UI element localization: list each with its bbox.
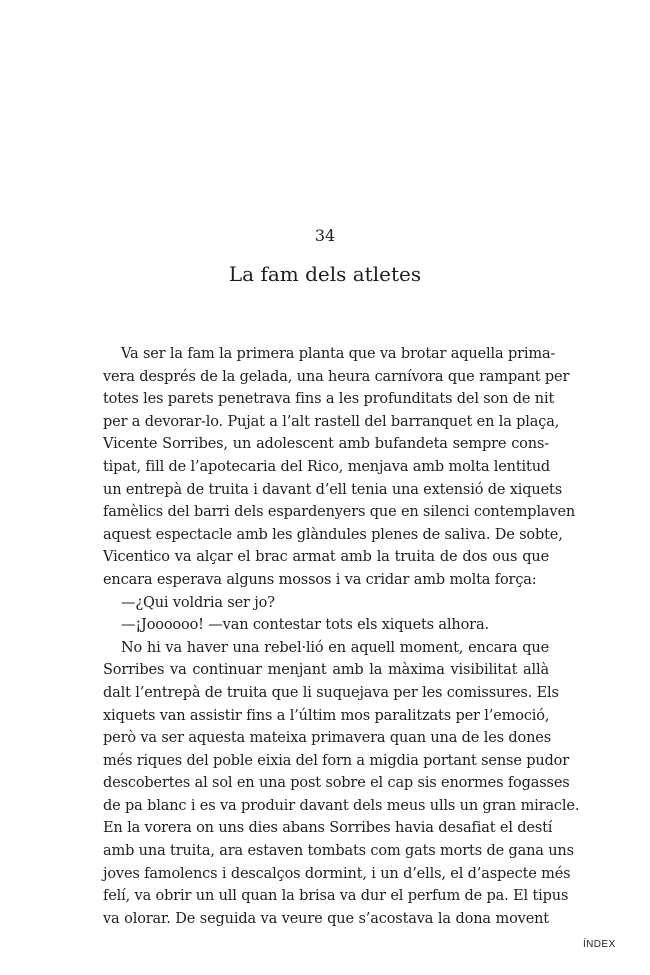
text-line: vera després de la gelada, una heura carnívora que rampant per	[103, 368, 570, 385]
text-line: per a devorar-lo. Pujat a l’alt rastell del barranquet en la plaça,	[103, 413, 560, 430]
text-line: En la vorera on uns dies abans Sorribes havia desafiat el destí	[103, 820, 553, 837]
text-line: més riques del poble eixia del forn a migdia portant sense pudor	[103, 752, 570, 769]
text-line: —¿Qui voldria ser jo?	[121, 594, 275, 611]
text-line: Sorribes va continuar menjant amb la màxima visibilitat allà	[103, 662, 549, 679]
text-line: de pa blanc i es va produir davant dels meus ulls un gran miracle.	[103, 797, 580, 814]
text-line: felí, va obrir un ull quan la brisa va dur el perfum de pa. El tipus	[103, 888, 569, 905]
chapter-title: La fam dels atletes	[228, 262, 422, 286]
chapter-number: 34	[314, 226, 336, 245]
text-line: —¡Joooooo! —van contestar tots els xiquets alhora.	[121, 617, 489, 634]
text-line: va olorar. De seguida va veure que s’acostava la dona movent	[103, 910, 549, 927]
text-line: però va ser aquesta mateixa primavera quan una de les dones	[103, 730, 551, 747]
text-line: famèlics del barri dels espardenyers que en silenci contemplaven	[103, 504, 576, 521]
text-line: aquest espectacle amb les glàndules plenes de saliva. De sobte,	[103, 526, 563, 543]
text-line: joves famolencs i descalços dormint, i un d’ells, el d’aspecte més	[103, 865, 571, 882]
text-line: dalt l’entrepà de truita que li suquejava per les comissures. Els	[103, 684, 559, 701]
text-line: Va ser la fam la primera planta que va brotar aquella prima-	[121, 346, 556, 362]
text-line: No hi va haver una rebel·lió en aquell moment, encara que	[121, 639, 549, 656]
text-line: encara esperava alguns mossos i va cridar amb molta força:	[103, 571, 537, 588]
text-line: xiquets van assistir fins a l’últim mos paralitzats per l’emoció,	[103, 707, 550, 724]
index-link[interactable]: ÍNDEX	[583, 939, 616, 950]
text-line: Vicente Sorribes, un adolescent amb bufandeta sempre cons-	[103, 436, 549, 453]
text-line: totes les parets penetrava fins a les profunditats del son de nit	[103, 391, 555, 408]
text-line: tipat, fill de l’apotecaria del Rico, menjava amb molta lentitud	[103, 458, 551, 475]
text-line: un entrepà de truita i davant d’ell tenia una extensió de xiquets	[103, 481, 563, 498]
body-text	[103, 343, 580, 930]
text-line: Vicentico va alçar el brac armat amb la truita de dos ous que	[103, 549, 549, 566]
text-line: descobertes al sol en una post sobre el cap sis enormes fogasses	[103, 775, 570, 792]
text-line: amb una truita, ara estaven tombats com gats morts de gana uns	[103, 843, 574, 860]
